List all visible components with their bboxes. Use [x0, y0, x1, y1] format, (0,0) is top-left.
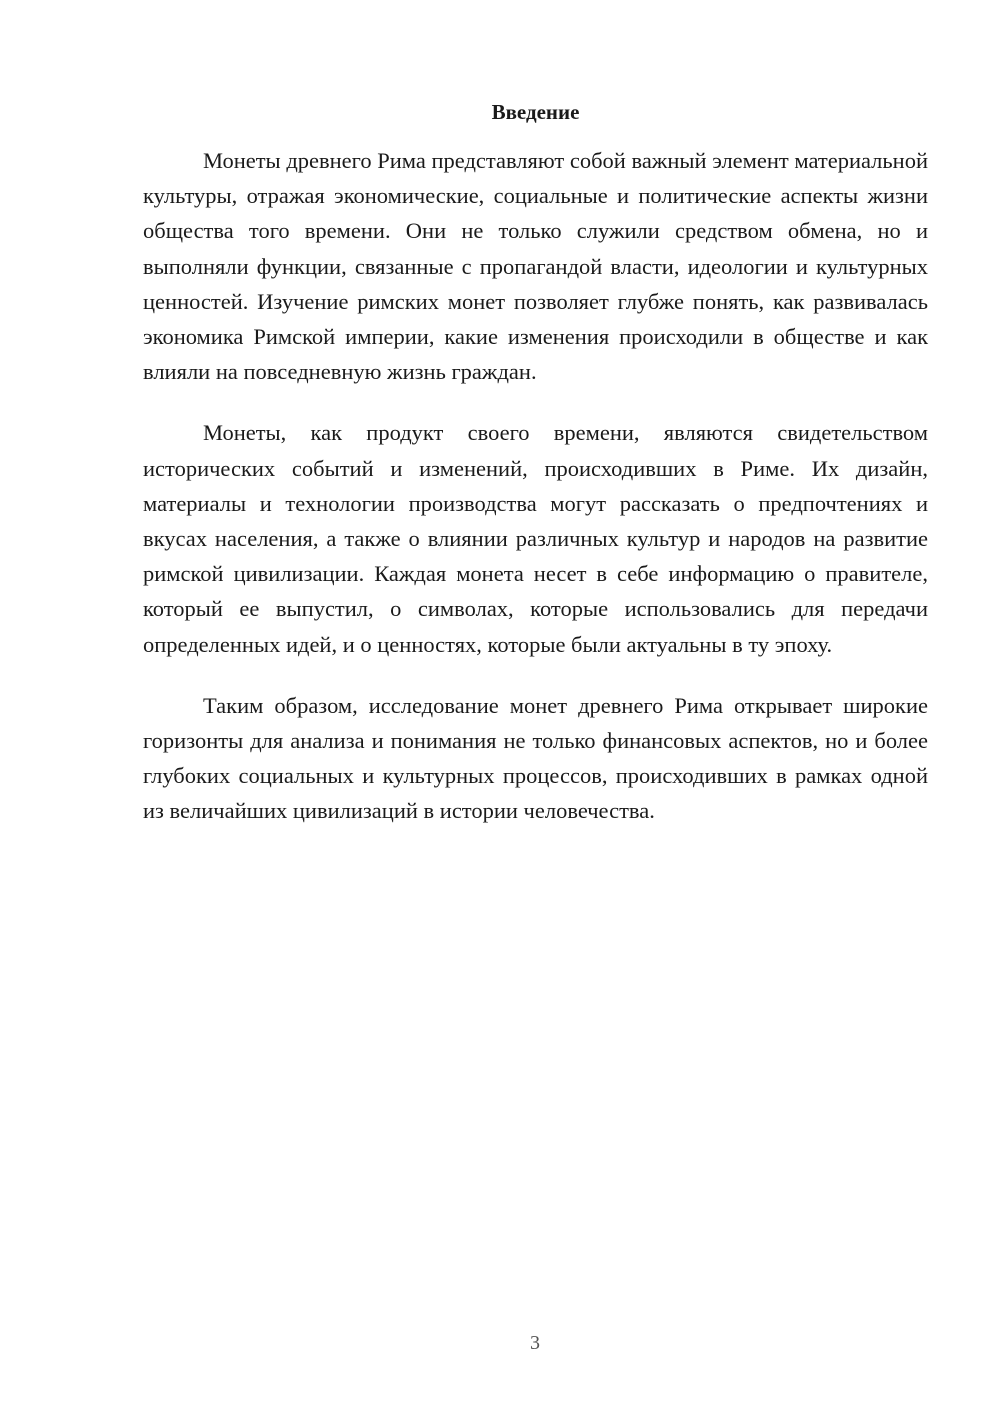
document-body: [143, 143, 928, 829]
page-title: Введение: [491, 100, 580, 124]
page-number: 3: [530, 1332, 540, 1354]
paragraph-1: Монеты древнего Рима представляют собой важный элемент материальной культуры, отражая экономические, социальные и политические аспекты жизни общества того времени. Они не только служили средством обмена, но и выполняли функции, связанные с пропагандой власти, идеологии и культурных ценностей. Изучение римских монет позволяет глубже понять, как развивалась экономика Римской империи, какие изменения происходили в обществе и как влияли на повседневную жизнь граждан.: [143, 148, 928, 385]
paragraph-3: Таким образом, исследование монет древнего Рима открывает широкие горизонты для анализа и понимания не только финансовых аспектов, но и более глубоких социальных и культурных процессов, происходивших в рамках одной из величайших цивилизаций в истории человечества.: [143, 692, 928, 824]
paragraph-2: Монеты, как продукт своего времени, являются свидетельством исторических событий и изменений, происходивших в Риме. Их дизайн, материалы и технологии производства могут рассказать о предпочтениях и вкусах населения, а также о влиянии различных культур и народов на развитие римской цивилизации. Каждая монета несет в себе информацию о правителе, который ее выпустил, о символах, которые использовались для передачи определенных идей, и о ценностях, которые были актуальны в ту эпоху.: [143, 420, 928, 657]
